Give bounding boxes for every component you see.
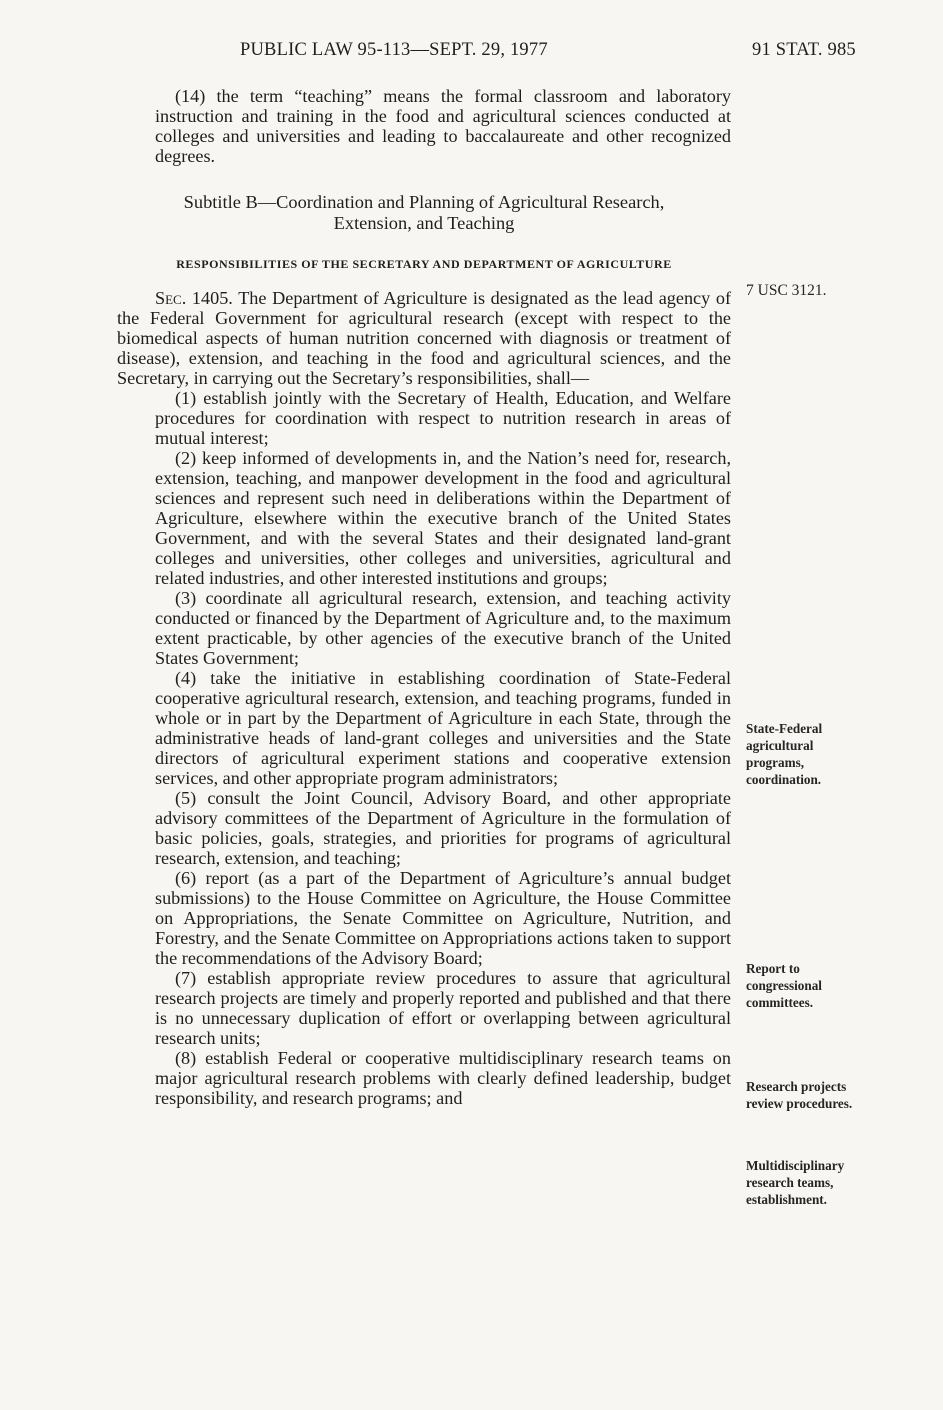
report-note: Report to congressional committees. (746, 961, 822, 1010)
section-intro-text: The Department of Agriculture is designated as the lead agency of the Federal Government for agricultural research (except with respect to the biomedical aspects of human nutrition concerned with diagnosis or treatment of disease), extension, and teaching in the food and agricultural sciences, and the Secretary, in carrying out the Secretary’s responsibilities, shall— (117, 288, 732, 388)
clause-4: (4) take the initiative in establishing coordination of State-Federal cooperative agricultural research, extension, and teaching programs, funded in whole or in part by the Department of Agriculture in each State, through the administrative heads of land-grant colleges and universities and the State directors of agricultural experiment stations and cooperative extension services, and other appropriate program administrators; (155, 668, 731, 788)
subtitle-line-1: Subtitle B—Coordination and Planning of Agricultural Research, (183, 192, 665, 212)
clause-8: (8) establish Federal or cooperative multidisciplinary research teams on major agricultural research problems with clearly defined leadership, budget responsibility, and research programs; and (155, 1048, 731, 1108)
subtitle-heading (117, 192, 731, 234)
clause-5: (5) consult the Joint Council, Advisory Board, and other appropriate advisory committees of the Department of Agriculture in the formulation of basic policies, goals, strategies, and priorities for programs of agricultural research, extension, and teaching; (155, 788, 731, 868)
page-header (0, 40, 943, 66)
main-text-column (117, 86, 731, 1108)
review-procedures-note: Research projects review procedures. (746, 1079, 853, 1111)
clause-6: (6) report (as a part of the Department of Agriculture’s annual budget submissions) to the House Committee on Agriculture, the House Committee on Appropriations, the Senate Committee on Agriculture, Nutrition, and Forestry, and the Senate Committee on Appropriations actions taken to support the recommendations of the Advisory Board; (155, 868, 731, 968)
running-title: PUBLIC LAW 95-113—SEPT. 29, 1977 (240, 40, 548, 60)
usc-citation-note: 7 USC 3121. (746, 282, 827, 299)
subtitle-line-2: Extension, and Teaching (333, 213, 515, 233)
statute-page-number: 91 STAT. 985 (752, 40, 856, 60)
section-caption: RESPONSIBILITIES OF THE SECRETARY AND DEPARTMENT OF AGRICULTURE (176, 257, 672, 271)
clause-2: (2) keep informed of developments in, and the Nation’s need for, research, extension, teaching, and manpower development in the food and agricultural sciences and represent such need in deliberations within the Department of Agriculture, elsewhere within the executive branch of the United States Government, and with the several States and their designated land-grant colleges and universities, other colleges and universities, agricultural and related industries, and other interested institutions and groups; (155, 448, 731, 588)
section-intro-paragraph (117, 288, 731, 388)
multidisciplinary-note: Multidisciplinary research teams, establishment. (746, 1158, 845, 1207)
clause-1: (1) establish jointly with the Secretary of Health, Education, and Welfare procedures for coordination with respect to nutrition research in areas of mutual interest; (155, 388, 731, 448)
section-label: Sec. 1405. (155, 288, 233, 308)
clause-3: (3) coordinate all agricultural research, extension, and teaching activity conducted or financed by the Department of Agriculture and, to the maximum extent practicable, by other agencies of the executive branch of the United States Government; (155, 588, 731, 668)
state-federal-note: State-Federal agricultural programs, coordination. (746, 721, 823, 787)
definition-paragraph: (14) the term “teaching” means the formal classroom and laboratory instruction and training in the food and agricultural sciences conducted at colleges and universities and leading to baccalaureate and other recognized degrees. (155, 86, 731, 166)
clause-7: (7) establish appropriate review procedures to assure that agricultural research projects are timely and properly reported and published and that there is no unnecessary duplication of effort or overlapping between agricultural research units; (155, 968, 731, 1048)
